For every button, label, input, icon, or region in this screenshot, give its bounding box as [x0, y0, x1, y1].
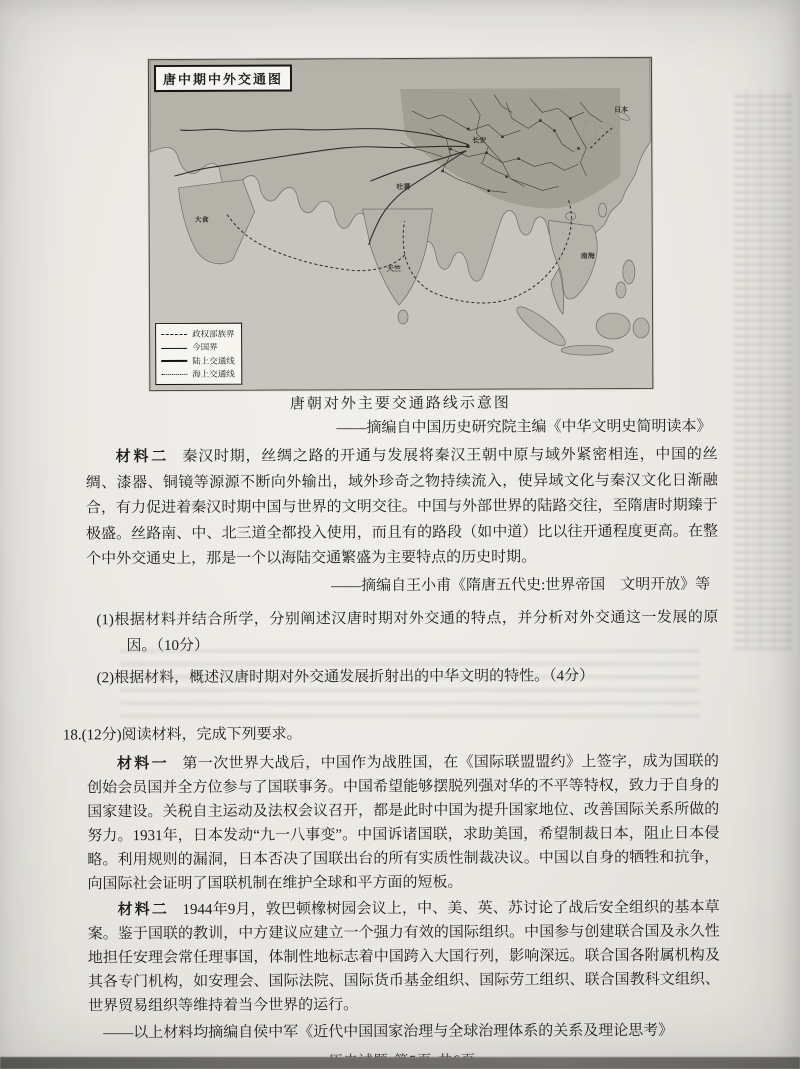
- question-18-source: ——以上材料均摘编自侯中军《近代中国国家治理与全球治理体系的关系及理论思考》: [103, 1022, 674, 1042]
- question-17-1: (1)根据材料并结合所学，分别阐述汉唐时期对外交通的特点，并分析对外交通这一发展的原因。（10分）: [96, 609, 719, 654]
- scan-shadow-band: [0, 1057, 800, 1069]
- material-2-text: 1944年9月，敦巴顿橡树园会议上，中、美、英、苏讨论了战后安全组织的基本草案。鉴于国联的教训，中方建议应建立一个强力有效的国际组织。中国参与创建联合国及永久性地担任安理会常任理事国，体制性地标志着中国跨入大国行列，影响深远。联合国各附属机构及其各专门机构，如安理会、国际法院、国际货币基金组织、国际劳工组织、联合国教科文组织、世界贸易组织等维持着当今世界的运行。: [87, 899, 720, 1015]
- material-1-label: 材料一: [116, 756, 170, 773]
- material-2-paragraph: [86, 443, 719, 573]
- legend-row: [161, 368, 235, 381]
- map-label: 长安: [472, 136, 487, 145]
- legend-row: [161, 354, 235, 367]
- question-18-header: 18.(12分)阅读材料，完成下列要求。: [62, 726, 302, 744]
- material-2-label: 材料二: [117, 902, 170, 919]
- material-2-label: 材料二: [115, 449, 169, 466]
- map-label: 大食: [194, 215, 209, 224]
- map-label: 天竺: [386, 264, 401, 274]
- map-label: 日本: [614, 106, 629, 115]
- material-2-paragraph: [88, 896, 721, 1019]
- material-1-text: 第一次世界大战后，中国作为战胜国，在《国际联盟盟约》上签字，成为国联的创始会员国并全方位参与了国联事务。中国希望能够摆脱列强对华的不平等特权，致力于自身的国家建设。关税自主运动及法权会议召开，都是此时中国为提升国家地位、改善国际关系所做的努力。1931年，日本发动“九一八事变”。中国诉诸国联，求助美国，希望制裁日本，阻止日本侵略。利用规则的漏洞，日本否决了国联出台的所有实质性制裁决议。中国以自身的牺牲和抗争，向国际社会证明了国联机制在维护全球和平方面的短板。: [87, 753, 720, 893]
- map-title: 唐中期中外交通图: [154, 64, 292, 92]
- question-17-block: [86, 443, 719, 692]
- map-source: ——摘编自中国历史研究院主编《中华文明史简明读本》: [336, 418, 712, 437]
- dotted-line-symbol: [161, 374, 187, 375]
- map-figure: [148, 57, 653, 391]
- map-caption: 唐朝对外主要交通路线示意图: [289, 395, 511, 413]
- question-17-2: (2)根据材料，概述汉唐时期对外交通发展折射出的中华文明的特性。（4分）: [96, 668, 595, 687]
- legend-row: [161, 341, 235, 354]
- material-1-paragraph: [87, 750, 720, 897]
- legend-row: [161, 328, 235, 341]
- legend-label: 海上交通线: [192, 368, 235, 379]
- legend-label: 今国界: [192, 342, 218, 353]
- material-2-source: ——摘编自王小甫《隋唐五代史:世界帝国 文明开放》等: [331, 576, 711, 594]
- map-label: 吐蕃: [396, 182, 411, 192]
- thick-line-symbol: [161, 360, 187, 362]
- material-2-text: 秦汉时期，丝绸之路的开通与发展将秦汉王朝中原与域外紧密相连，中国的丝绸、漆器、铜镜等源源不断向外输出，域外珍奇之物持续流入，使异域文化与秦汉文化日渐融合，有力促进着秦汉时期中国与世界的文明交往。中国与外部世界的陆路交往，至隋唐时期臻于极盛。丝路南、中、北三道全都投入使用，而且有的路段（如中道）比以往开通程度更高。在整个中外交通史上，那是一个以海陆交通繁盛为主要特点的历史时期。: [85, 446, 719, 568]
- map-legend: [155, 323, 242, 385]
- legend-label: 政权部族界: [192, 329, 235, 340]
- dashed-line-symbol: [161, 334, 187, 335]
- solid-line-symbol: [161, 347, 187, 348]
- question-18-block: [62, 721, 720, 1054]
- legend-label: 陆上交通线: [192, 355, 235, 366]
- map-label: 南海: [580, 252, 595, 261]
